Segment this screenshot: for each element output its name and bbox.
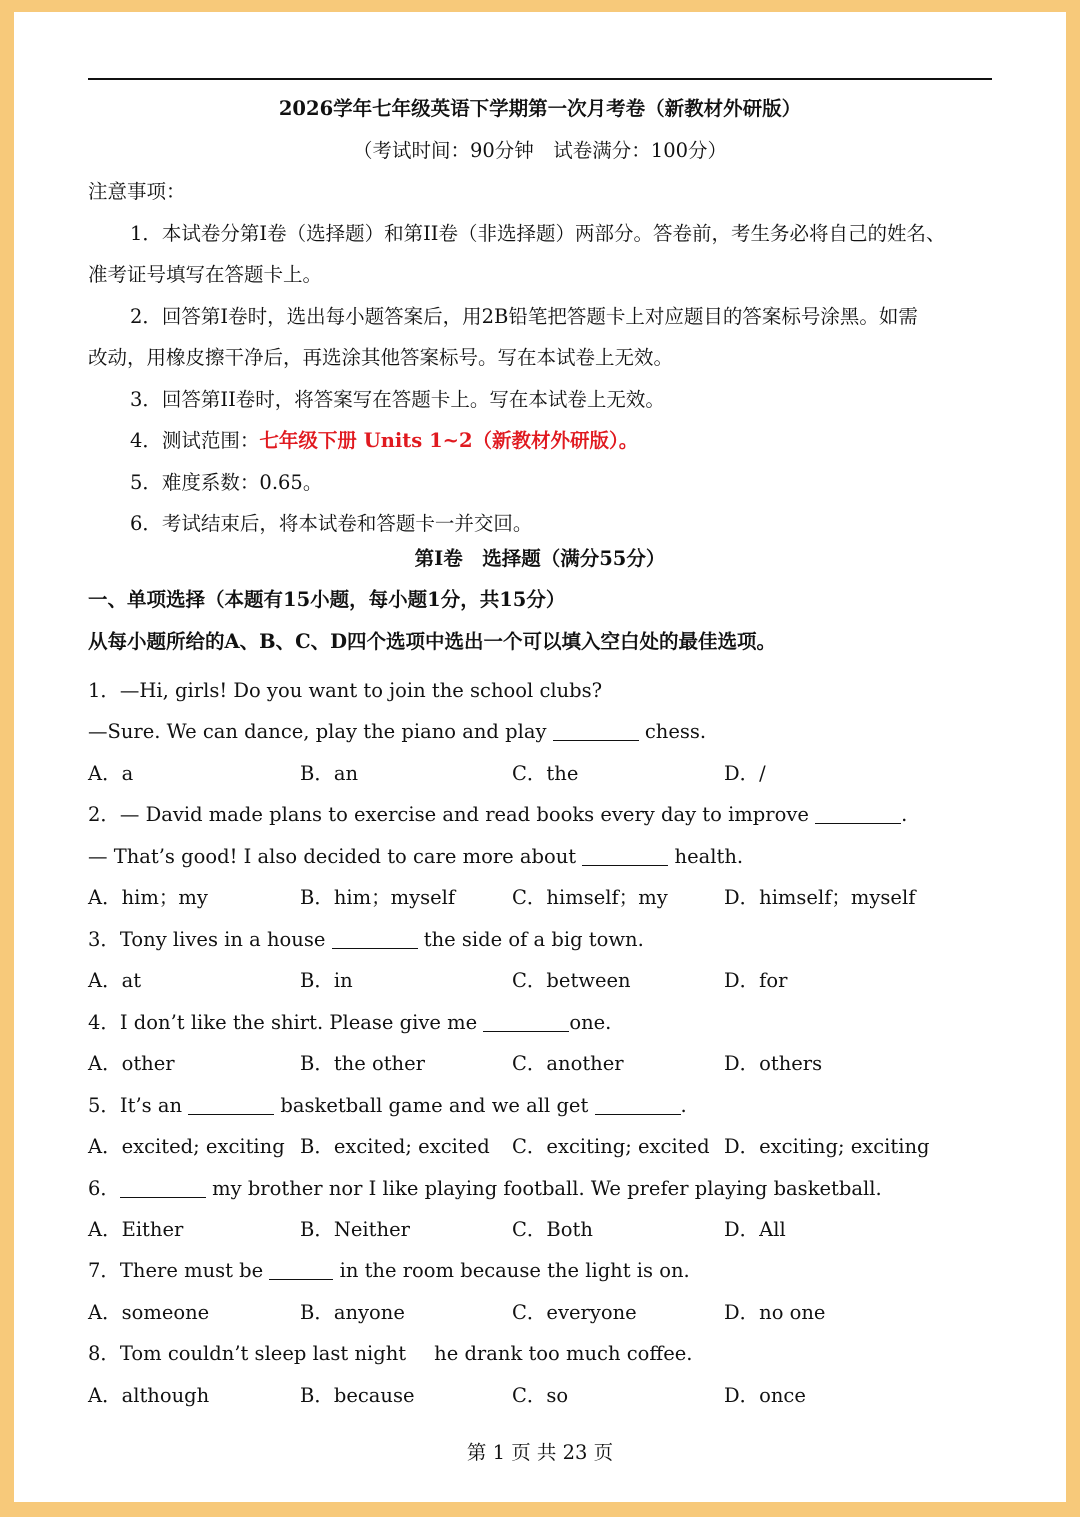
q6-option-b: B．Neither xyxy=(300,1218,410,1241)
section-1-title: 一、单项选择（本题有15小题，每小题1分，共15分） xyxy=(88,588,566,611)
note-1-line-1: 1．本试卷分第I卷（选择题）和第II卷（非选择题）两部分。答卷前，考生务必将自己的姓名、 xyxy=(130,222,946,245)
q2-option-d: D．himself；myself xyxy=(724,886,916,909)
q3-blank xyxy=(332,928,418,949)
q1-option-c: C．the xyxy=(512,762,579,785)
q8-stem xyxy=(88,1341,992,1367)
q2-option-a: A．him；my xyxy=(88,886,208,909)
q4-option-c: C．another xyxy=(512,1052,624,1075)
q3-option-c: C．between xyxy=(512,969,631,992)
q5-option-d: D．exciting; exciting xyxy=(724,1135,930,1158)
q7-stem-part-b: in the room because the light is on. xyxy=(333,1259,690,1282)
q4-option-d: D．others xyxy=(724,1052,823,1075)
q8-option-d: D．once xyxy=(724,1384,806,1407)
q2-stem-part-d: health. xyxy=(668,845,744,868)
q8-stem-part-b: he drank too much coffee. xyxy=(434,1342,693,1365)
q3-stem xyxy=(88,927,992,953)
q3-option-d: D．for xyxy=(724,969,788,992)
q6-stem-part-b: my brother nor I like playing football. We prefer playing basketball. xyxy=(205,1177,882,1200)
q8-options xyxy=(88,1383,992,1409)
q5-stem xyxy=(88,1093,992,1119)
q4-stem-part-b: one. xyxy=(569,1011,612,1034)
note-3: 3．回答第II卷时，将答案写在答题卡上。写在本试卷上无效。 xyxy=(130,388,665,411)
q6-stem xyxy=(88,1176,992,1202)
q4-options xyxy=(88,1051,992,1077)
page-number-footer: 第 1 页 共 23 页 xyxy=(466,1441,614,1464)
exam-page xyxy=(14,12,1066,1502)
q8-option-a: A．although xyxy=(88,1384,210,1407)
q2-blank-2 xyxy=(582,845,668,866)
header-rule xyxy=(88,78,992,80)
q6-option-d: D．All xyxy=(724,1218,786,1241)
q2-option-c: C．himself；my xyxy=(512,886,668,909)
q1-stem-part-a: —Sure. We can dance, play the piano and play xyxy=(88,720,553,743)
q3-option-b: B．in xyxy=(300,969,353,992)
q5-stem-part-a: 5．It’s an xyxy=(88,1094,189,1117)
exam-title: 2026学年七年级英语下学期第一次月考卷（新教材外研版） xyxy=(278,97,802,120)
q6-option-c: C．Both xyxy=(512,1218,593,1241)
q7-options xyxy=(88,1300,992,1326)
section-1-instruction: 从每小题所给的A、B、C、D四个选项中选出一个可以填入空白处的最佳选项。 xyxy=(88,630,777,653)
q2-stem-part-a: 2．— David made plans to exercise and read books every day to improve xyxy=(88,803,816,826)
q3-options xyxy=(88,968,992,994)
note-2-line-2: 改动，用橡皮擦干净后，再选涂其他答案标号。写在本试卷上无效。 xyxy=(88,346,674,369)
q7-option-c: C．everyone xyxy=(512,1301,637,1324)
q1-option-b: B．an xyxy=(300,762,359,785)
q5-option-a: A．excited; exciting xyxy=(88,1135,285,1158)
q1-stem-part-b: chess. xyxy=(638,720,707,743)
q1-options xyxy=(88,761,992,787)
notes-heading: 注意事项： xyxy=(88,180,186,203)
note-4-prefix: 4．测试范围： xyxy=(130,429,260,452)
q5-stem-part-b: basketball game and we all get xyxy=(274,1094,595,1117)
q1-option-a: A．a xyxy=(88,762,134,785)
q1-option-d: D．/ xyxy=(724,762,766,785)
exam-subtitle: （考试时间：90分钟 试卷满分：100分） xyxy=(352,139,728,162)
q5-options xyxy=(88,1134,992,1160)
q2-stem-line-2 xyxy=(88,844,992,870)
q6-option-a: A．Either xyxy=(88,1218,184,1241)
q4-option-a: A．other xyxy=(88,1052,175,1075)
note-1-line-2: 准考证号填写在答题卡上。 xyxy=(88,263,323,286)
q2-stem-part-c: — That’s good! I also decided to care more about xyxy=(88,845,583,868)
q2-options xyxy=(88,885,992,911)
q1-stem-line-1: 1．—Hi, girls! Do you want to join the school clubs? xyxy=(88,679,603,702)
q5-option-c: C．exciting; excited xyxy=(512,1135,710,1158)
q5-blank-1 xyxy=(188,1094,274,1115)
note-6: 6．考试结束后，将本试卷和答题卡一并交回。 xyxy=(130,512,533,535)
q5-stem-part-c: . xyxy=(680,1094,687,1117)
q2-blank-1 xyxy=(815,803,901,824)
q6-blank xyxy=(120,1177,206,1198)
note-4-test-range: 七年级下册 Units 1~2（新教材外研版）。 xyxy=(259,429,639,452)
q1-stem-line-2 xyxy=(88,719,992,745)
q4-blank xyxy=(483,1011,569,1032)
q7-option-a: A．someone xyxy=(88,1301,210,1324)
q6-stem-part-a: 6． xyxy=(88,1177,120,1200)
q3-stem-part-b: the side of a big town. xyxy=(417,928,644,951)
q8-option-c: C．so xyxy=(512,1384,569,1407)
note-2-line-1: 2．回答第I卷时，选出每小题答案后，用2B铅笔把答题卡上对应题目的答案标号涂黑。如需 xyxy=(130,305,918,328)
q4-stem xyxy=(88,1010,992,1036)
q2-option-b: B．him；myself xyxy=(300,886,456,909)
q6-options xyxy=(88,1217,992,1243)
q8-option-b: B．because xyxy=(300,1384,415,1407)
q2-stem-line-1 xyxy=(88,802,992,828)
part-1-title: 第I卷 选择题（满分55分） xyxy=(414,547,666,570)
q7-stem-part-a: 7．There must be xyxy=(88,1259,270,1282)
note-5: 5．难度系数：0.65。 xyxy=(130,471,323,494)
q1-blank xyxy=(553,720,639,741)
note-4 xyxy=(88,428,992,454)
q8-stem-part-a: 8．Tom couldn’t sleep last night xyxy=(88,1342,407,1365)
q3-stem-part-a: 3．Tony lives in a house xyxy=(88,928,332,951)
q7-option-d: D．no one xyxy=(724,1301,826,1324)
q5-option-b: B．excited; excited xyxy=(300,1135,490,1158)
q5-blank-2 xyxy=(595,1094,681,1115)
q7-blank xyxy=(269,1259,333,1280)
q7-stem xyxy=(88,1258,992,1284)
q7-option-b: B．anyone xyxy=(300,1301,405,1324)
q4-stem-part-a: 4．I don’t like the shirt. Please give me xyxy=(88,1011,484,1034)
q3-option-a: A．at xyxy=(88,969,142,992)
q2-stem-part-b: . xyxy=(901,803,908,826)
q4-option-b: B．the other xyxy=(300,1052,425,1075)
